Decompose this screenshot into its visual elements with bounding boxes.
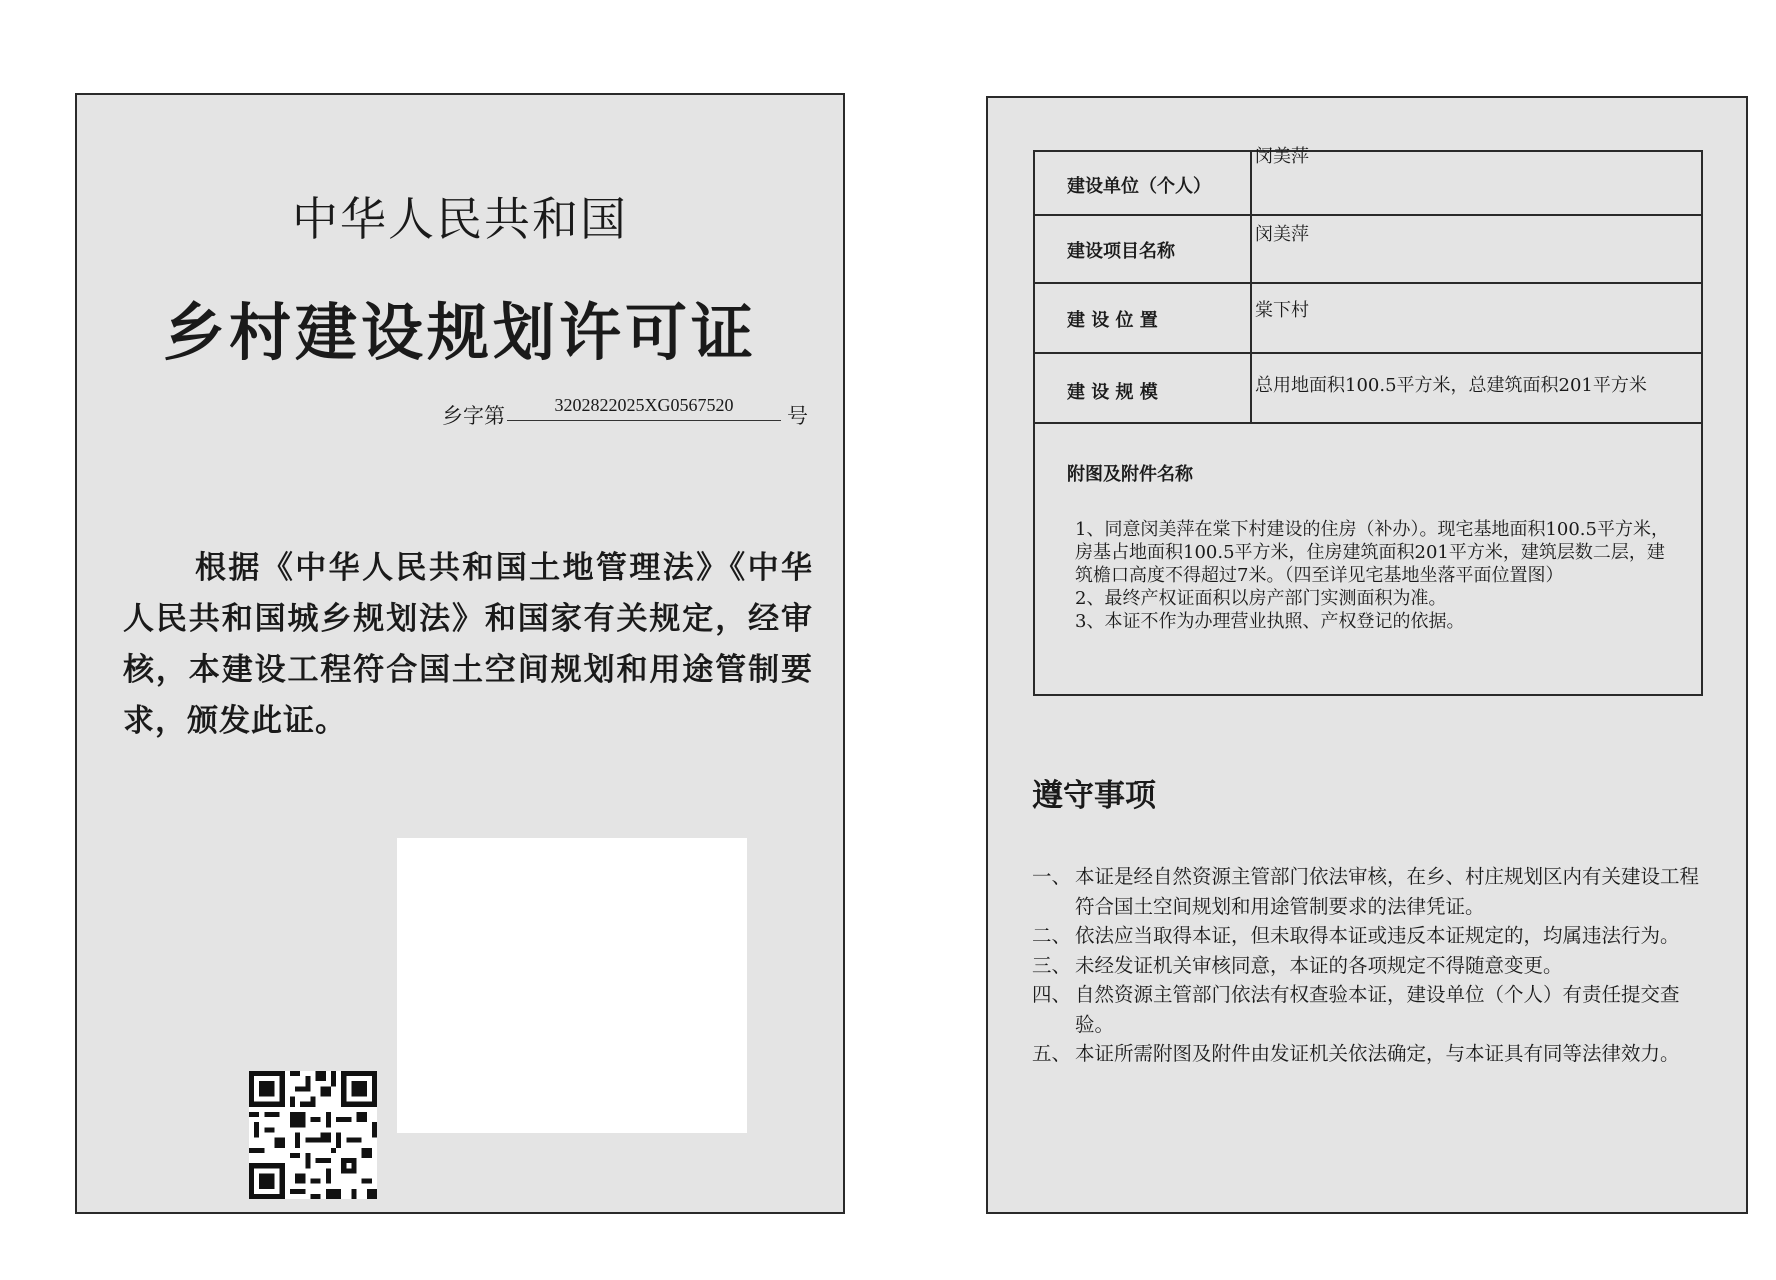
number-prefix: 乡字第	[442, 404, 505, 428]
note-text: 自然资源主管部门依法有权查验本证，建设单位（个人）有责任提交查验。	[1075, 983, 1680, 1036]
attachments-list	[1075, 518, 1675, 633]
row-value-location: 棠下村	[1255, 300, 1309, 321]
certificate-body-text: 根据《中华人民共和国土地管理法》《中华人民共和国城乡规划法》和国家有关规定，经审核，本建设工程符合国土空间规划和用途管制要求，颁发此证。	[123, 550, 813, 739]
note-text: 依法应当取得本证，但未取得本证或违反本证规定的，均属违法行为。	[1075, 924, 1680, 947]
list-item: 1、同意闵美萍在棠下村建设的住房（补办）。现宅基地面积100.5平方米，房基占地面积100.5平方米，住房建筑面积201平方米，建筑层数二层，建筑檐口高度不得超过7米。（四至详见宅基地坐落平面位置图）	[1075, 519, 1669, 586]
certificate-number-line	[442, 395, 832, 429]
list-item: 2、最终产权证面积以房产部门实测面积为准。	[1075, 588, 1447, 609]
row-value-project-name: 闵美萍	[1255, 224, 1309, 245]
note-index: 二、	[1032, 924, 1072, 947]
note-index: 三、	[1032, 953, 1072, 977]
notes-title: 遵守事项	[1032, 778, 1156, 814]
project-info-table	[1033, 146, 1703, 696]
row-label-location: 建 设 位 置	[1067, 310, 1158, 331]
row-label-scale: 建 设 规 模	[1067, 382, 1158, 403]
note-text: 未经发证机关审核同意，本证的各项规定不得随意变更。	[1075, 953, 1563, 977]
qr-code-icon	[249, 1071, 377, 1199]
note-text: 本证是经自然资源主管部门依法审核，在乡、村庄规划区内有关建设工程符合国土空间规划和用途管制要求的法律凭证。	[1075, 865, 1700, 918]
notes-list	[1032, 862, 1712, 1069]
list-item	[1032, 980, 1712, 1039]
attachments-label: 附图及附件名称	[1067, 464, 1193, 485]
note-index: 五、	[1032, 1042, 1072, 1065]
note-text: 本证所需附图及附件由发证机关依法确定，与本证具有同等法律效力。	[1075, 1042, 1680, 1065]
list-item: 3、本证不作为办理营业执照、产权登记的依据。	[1075, 611, 1465, 632]
table-row	[1035, 214, 1701, 284]
certificate-number: 3202822025XG0567520	[507, 395, 781, 421]
row-label-project-name: 建设项目名称	[1067, 241, 1175, 262]
row-value-scale: 总用地面积100.5平方米，总建筑面积201平方米	[1255, 375, 1647, 396]
table-row	[1035, 146, 1701, 216]
list-item	[1032, 951, 1712, 981]
certificate-title: 乡村建设规划许可证	[162, 296, 757, 369]
number-suffix: 号	[787, 404, 808, 428]
table-row	[1035, 352, 1701, 424]
note-index: 一、	[1032, 865, 1072, 888]
list-item	[1032, 862, 1712, 921]
list-item	[1032, 921, 1712, 951]
certificate-front-page	[75, 93, 845, 1214]
certificate-back-page	[986, 96, 1748, 1214]
row-label-builder: 建设单位（个人）	[1067, 176, 1211, 197]
table-row	[1035, 282, 1701, 354]
country-name: 中华人民共和国	[292, 192, 628, 246]
list-item	[1032, 1039, 1712, 1069]
redacted-area	[397, 838, 747, 1133]
row-value-builder: 闵美萍	[1255, 146, 1309, 167]
note-index: 四、	[1032, 983, 1072, 1006]
